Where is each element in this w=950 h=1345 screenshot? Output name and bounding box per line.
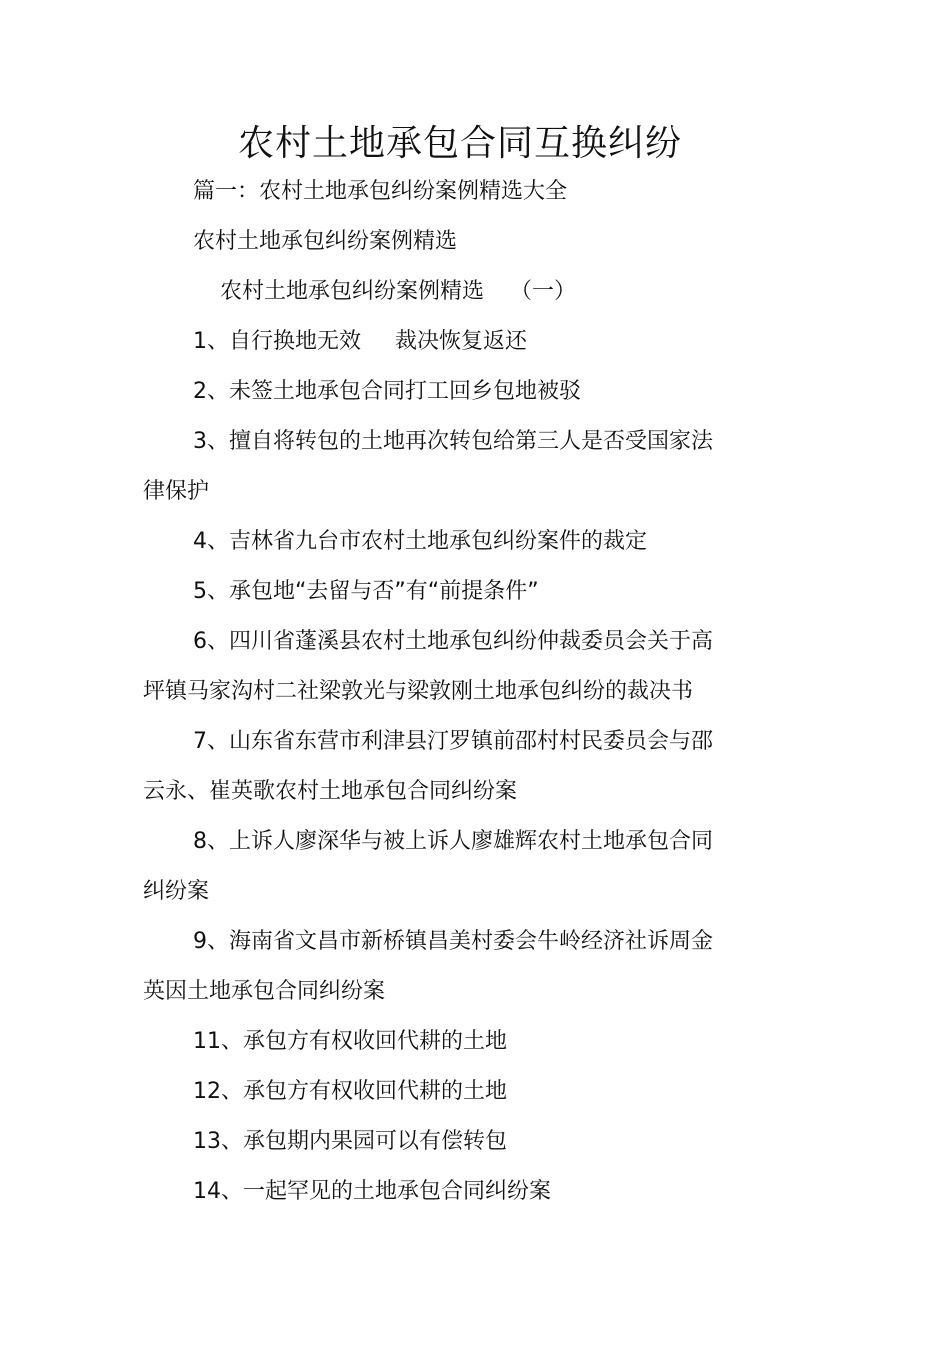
subheading-text: 农村土地承包纠纷案例精选 — [220, 279, 485, 304]
document-title: 农村土地承包合同互换纠纷 — [237, 123, 682, 164]
list-item-continuation: 坪镇马家沟村二社梁敦光与梁敦刚土地承包纠纷的裁决书 — [143, 679, 694, 704]
list-item-text-extra: 裁决恢复返还 — [395, 329, 528, 354]
subtitle: 农村土地承包纠纷案例精选 — [193, 229, 458, 254]
list-item: 8、上诉人廖深华与被上诉人廖雄辉农村土地承包合同 — [193, 829, 713, 854]
list-item: 5、承包地“去留与否”有“前提条件” — [193, 579, 539, 604]
section-heading: 篇一：农村土地承包纠纷案例精选大全 — [193, 179, 568, 204]
list-item-text: 1、自行换地无效 — [193, 329, 361, 354]
list-item: 4、吉林省九台市农村土地承包纠纷案件的裁定 — [193, 529, 647, 554]
list-item: 3、擅自将转包的土地再次转包给第三人是否受国家法 — [193, 429, 713, 454]
list-item — [193, 327, 527, 357]
list-item-continuation: 英因土地承包合同纠纷案 — [143, 979, 386, 1004]
list-item-continuation: 云永、崔英歌农村土地承包合同纠纷案 — [143, 779, 518, 804]
list-item-continuation: 律保护 — [143, 479, 210, 504]
list-item: 7、山东省东营市利津县汀罗镇前邵村村民委员会与邵 — [193, 729, 713, 754]
list-item: 13、承包期内果园可以有偿转包 — [193, 1129, 507, 1154]
subheading-suffix: （一） — [510, 279, 577, 304]
list-item-continuation: 纠纷案 — [143, 879, 210, 904]
list-item: 14、一起罕见的土地承包合同纠纷案 — [193, 1179, 551, 1204]
list-item: 11、承包方有权收回代耕的土地 — [193, 1029, 507, 1054]
list-item: 12、承包方有权收回代耕的土地 — [193, 1079, 507, 1104]
list-item: 2、未签土地承包合同打工回乡包地被驳 — [193, 379, 581, 404]
list-item: 9、海南省文昌市新桥镇昌美村委会牛岭经济社诉周金 — [193, 929, 713, 954]
subheading — [220, 277, 576, 307]
list-item: 6、四川省蓬溪县农村土地承包纠纷仲裁委员会关于高 — [193, 629, 713, 654]
